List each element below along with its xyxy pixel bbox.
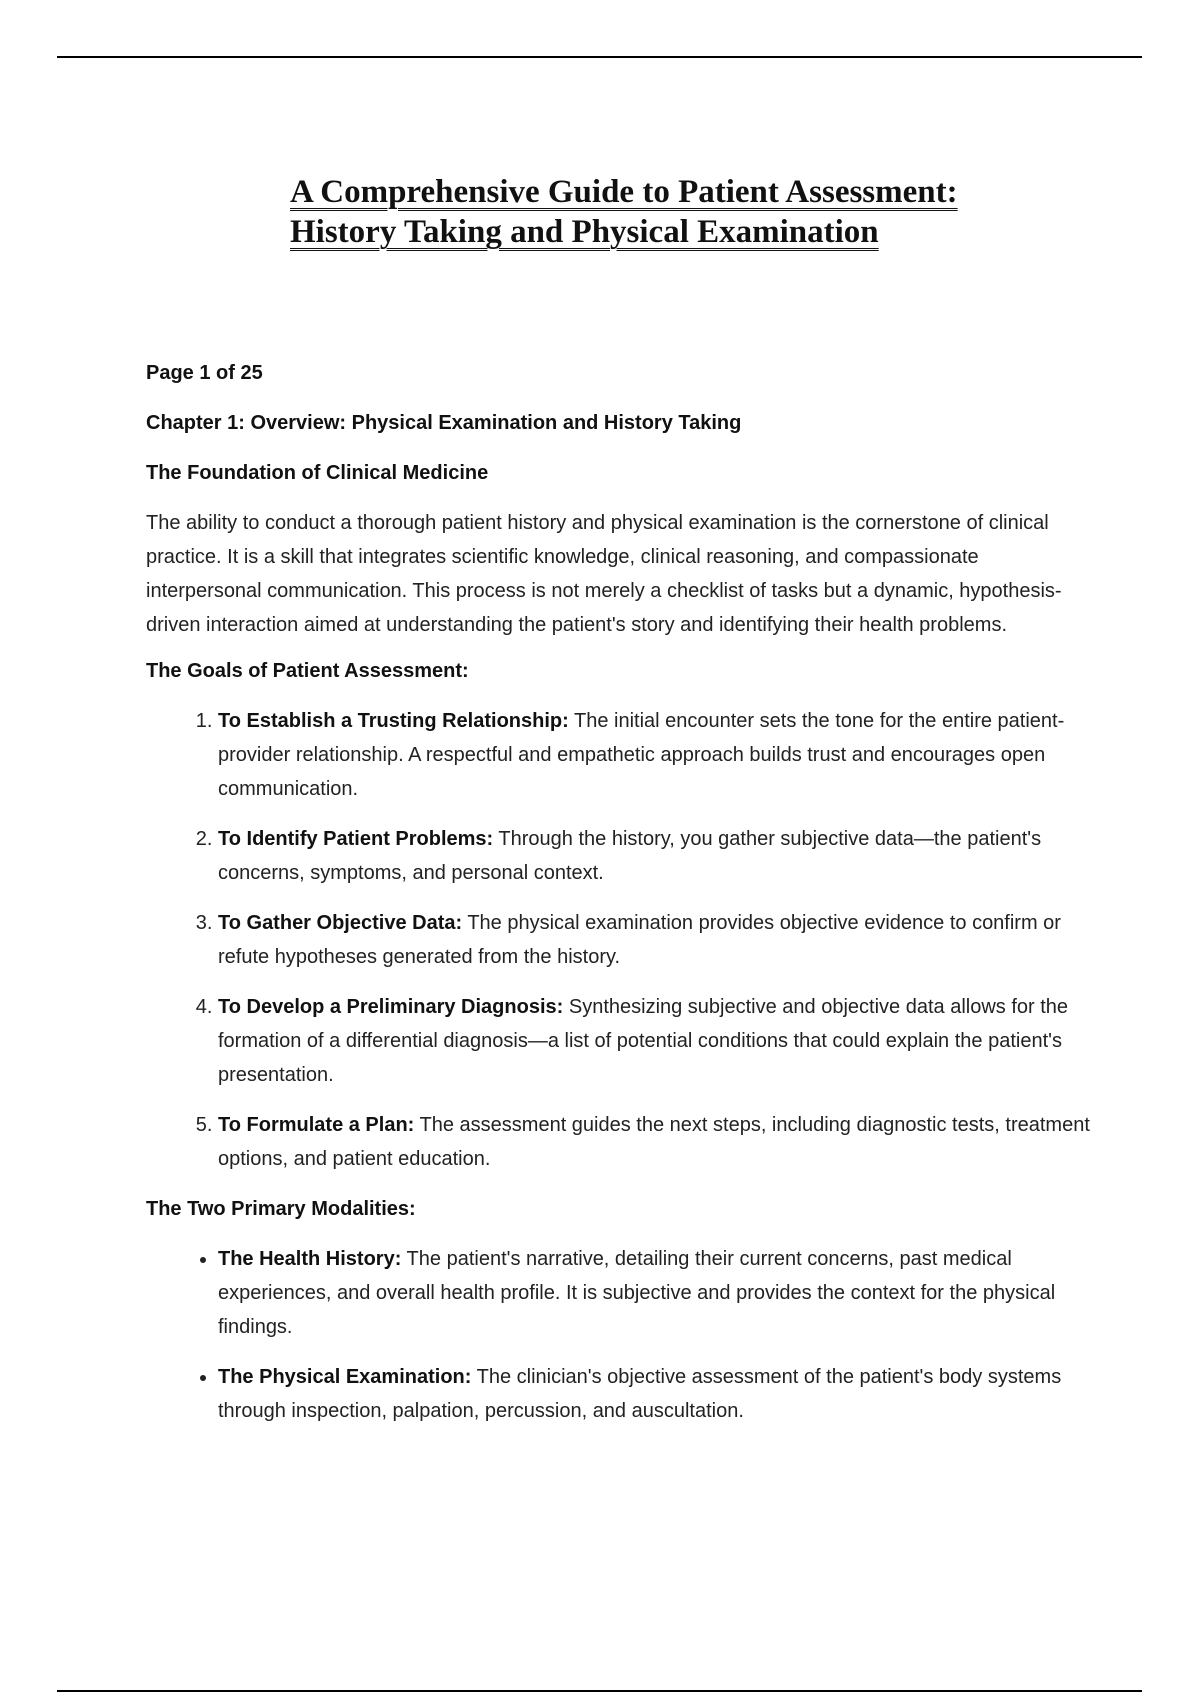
goal-text: Synthesizing subjective and objective data allows for the formation of a differential diagnosis—a list of potential conditions that could explain the patient's presentation. — [218, 996, 1069, 1086]
modality-text: The patient's narrative, detailing their current concerns, past medical experiences, and overall health profile. It is subjective and provides the context for the physical findings. — [218, 1248, 1056, 1338]
modality-term: The Health History: — [218, 1248, 402, 1270]
page-label: Page 1 of 25 — [146, 362, 263, 384]
modalities-heading: The Two Primary Modalities: — [146, 1198, 416, 1220]
goal-term: To Identify Patient Problems: — [218, 828, 494, 850]
modality-text: The clinician's objective assessment of the patient's body systems through inspection, palpation, percussion, and auscultation. — [218, 1366, 1062, 1422]
document-title — [290, 172, 1090, 252]
top-horizontal-rule — [57, 56, 1142, 58]
goal-text: The assessment guides the next steps, including diagnostic tests, treatment options, and patient education. — [218, 1114, 1090, 1170]
modality-item — [218, 1360, 1096, 1428]
bottom-horizontal-rule — [57, 1690, 1142, 1692]
goals-heading: The Goals of Patient Assessment: — [146, 660, 469, 682]
modality-term: The Physical Examination: — [218, 1366, 472, 1388]
goal-item — [218, 990, 1096, 1092]
chapter-heading: Chapter 1: Overview: Physical Examination and History Taking — [146, 412, 742, 434]
goal-text: Through the history, you gather subjective data—the patient's concerns, symptoms, and personal context. — [218, 828, 1042, 884]
modalities-list — [146, 1242, 1096, 1428]
goal-term: To Establish a Trusting Relationship: — [218, 710, 569, 732]
intro-paragraph: The ability to conduct a thorough patient history and physical examination is the cornerstone of clinical practice. It is a skill that integrates scientific knowledge, clinical reasoning, and compassionate interpersonal communication. This process is not merely a checklist of tasks but a dynamic, hypothesis-driven interaction aimed at understanding the patient's story and identifying their health problems. — [146, 512, 1062, 636]
goal-item — [218, 906, 1096, 974]
goal-text: The initial encounter sets the tone for the entire patient-provider relationship. A respectful and empathetic approach builds trust and encourages open communication. — [218, 710, 1065, 800]
section-heading: The Foundation of Clinical Medicine — [146, 462, 489, 484]
title-line-2: History Taking and Physical Examination — [290, 214, 879, 250]
title-line-1: A Comprehensive Guide to Patient Assessment: — [290, 174, 958, 210]
goal-term: To Gather Objective Data: — [218, 912, 463, 934]
modality-item — [218, 1242, 1096, 1344]
goal-text: The physical examination provides objective evidence to confirm or refute hypotheses generated from the history. — [218, 912, 1061, 968]
goal-term: To Formulate a Plan: — [218, 1114, 415, 1136]
goal-item — [218, 1108, 1096, 1176]
goals-list — [146, 704, 1096, 1176]
goal-item — [218, 704, 1096, 806]
goal-item — [218, 822, 1096, 890]
goal-term: To Develop a Preliminary Diagnosis: — [218, 996, 564, 1018]
document-body — [146, 356, 1096, 1444]
